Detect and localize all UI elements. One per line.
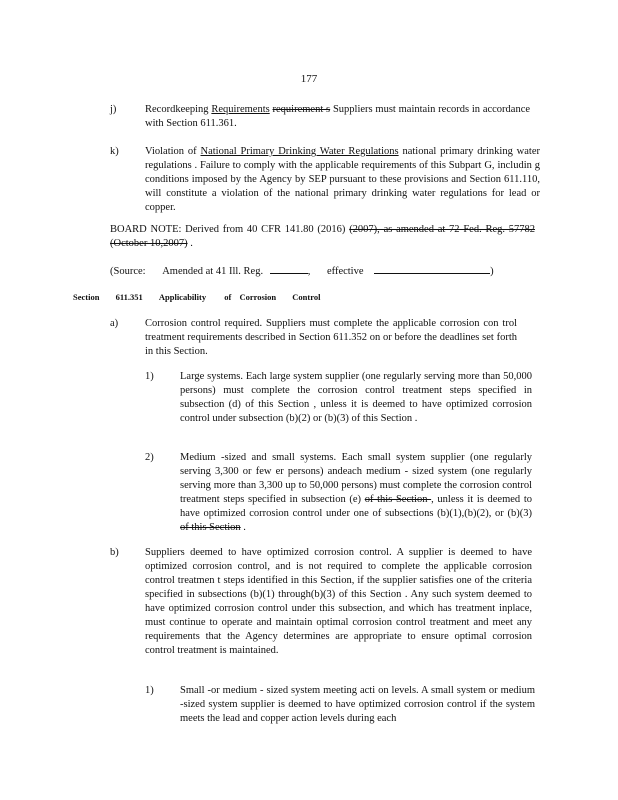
item-b1-label: 1) [145,685,154,696]
section-title-3: Corrosion [239,292,277,302]
source-close: ) [490,266,494,277]
item-a1-label: 1) [145,371,154,382]
source-amended: Amended at 41 Ill. Reg. [162,266,264,277]
section-title-2: of [224,292,232,302]
section-number: 611.351 [115,292,143,302]
board-note-deleted: (2007), as amended at 72 Fed. Reg. 57782 (October 10,2007) [110,224,536,249]
item-b1-text: Small -or medium - sized system meeting acti on levels. A small system or medium -sized system supplier is deemed to have optimized corrosion control if the system meets the lead and copper action levels during each [180,685,535,724]
register-volume-blank [270,263,308,274]
item-a2-text [180,451,532,535]
section-heading [73,290,320,304]
section-title-4: Control [292,292,321,302]
item-a1-text: Large systems. Each large system supplier (one regularly serving more than 50,000 persons) must complete the corrosion control treatment steps specified in subsection (d) of this Section , unless it is deemed to have optimized corrosion control under subsection (b)(2) or (b)(3) of this Section . [180,371,532,424]
page-number: 177 [300,73,318,85]
item-b-text: Suppliers deemed to have optimized corrosion control. A supplier is deemed to have optimized corrosion control, and is not required to complete the applicable corrosion control treatmen t steps identified in this Section, if the supplier satisfies one of the criteria specified in subsections (b)(1) through(b)(3) of this Section . Any such system deemed to have optimized corrosion control under this subsection, and which has treatment inplace, must continue to operate and maintain optimal corrosion control treatment and meet any requirements that the Agency determines are appropriate to ensure optimal corrosion control treatment is maintained. [145,547,532,656]
item-k-label: k) [110,146,119,157]
item-j-label: j) [110,104,117,115]
board-note-end: . [187,238,193,249]
source-open: (Source: [110,266,146,277]
item-a2-deleted-1: of this Section [364,494,432,505]
board-note-text: BOARD NOTE: Derived from 40 CFR 141.80 (2016) [110,224,350,235]
item-a2-part-1: Medium -sized and small systems. Each small system supplier (one regularly serving 3,300 or few er persons) andeach medium - sized system (one regularly serving more than 3,300 up to 50,000 persons) must complete the corrosion control treatment steps specified in subsection (e) [180,452,532,505]
item-k-inserted: National Primary Drinking Water Regulations [200,146,399,157]
item-a-label: a) [110,318,119,329]
item-j-lead: Recordkeeping [145,104,209,115]
source-comma: , [307,266,311,277]
item-a2-part-2: , unless it is deemed to have optimized corrosion control under one of subsections (b)(1),(b)(2), or (b)(3) [180,494,532,519]
source-line [110,263,540,279]
item-j-deleted: requirement s [272,104,331,115]
item-k-rest: national primary drinking water regulations . Failure to comply with the applicable requirements of this Subpart G, includin g conditions imposed by the Agency by SEP pursuant to these provisions and Section 611.110, will constitute a violation of the national primary drinking water regulations for lead or copper. [145,146,540,213]
item-k-lead: Violation of [145,146,201,157]
item-a2-part-3: . [240,522,246,533]
item-j-inserted: Requirements [211,104,270,115]
source-effective: effective [326,266,364,277]
item-j-rest: Suppliers must maintain records in accordance with Section 611.361. [145,104,531,129]
section-title-1: Applicability [158,292,207,302]
item-a2-label: 2) [145,452,154,463]
item-a2-deleted-2: of this Section [180,522,241,533]
item-b-label: b) [110,547,119,558]
item-a-text: Corrosion control required. Suppliers must complete the applicable corrosion con trol treatment requirements described in Section 611.352 on or before the deadlines set forth in this Section. [145,318,517,357]
board-note [110,223,535,251]
section-word: Section [73,292,100,302]
effective-date-blank [374,263,490,274]
item-j-text [145,103,530,131]
item-k-text [145,145,540,215]
